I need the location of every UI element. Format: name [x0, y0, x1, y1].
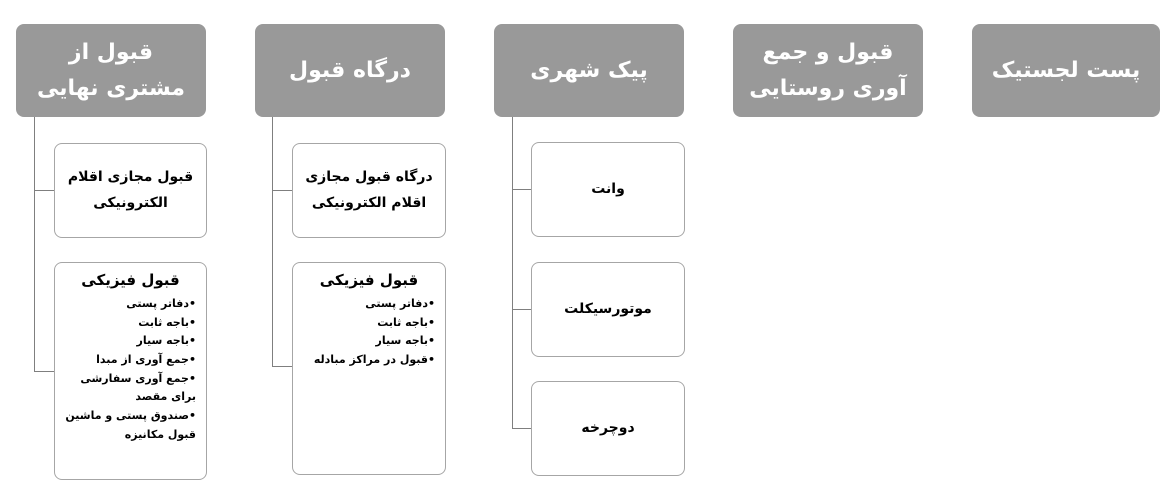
list-item: •دفاتر پستی	[126, 297, 196, 310]
connector-horizontal	[512, 428, 531, 429]
connector-horizontal	[512, 189, 531, 190]
connector-horizontal	[512, 309, 531, 310]
list-item: •جمع آوری سفارشی برای مقصد	[80, 371, 196, 404]
physical-acceptance-box	[292, 262, 446, 475]
list-item: •باجه سیار	[375, 334, 435, 348]
box-label: قبول مجازی اقلام الکترونیکی	[67, 169, 194, 211]
van-box	[531, 142, 685, 237]
connector-horizontal	[272, 366, 292, 367]
virtual-acceptance-gateway-box	[292, 143, 446, 238]
bicycle-box	[531, 381, 685, 476]
list-item: •باجه ثابت	[138, 315, 196, 329]
connector-vertical	[512, 117, 513, 428]
list-item: •صندوق پستی و ماشین قبول مکانیزه	[65, 409, 196, 441]
motorcycle-box	[531, 262, 685, 357]
header-label: درگاه قبول	[289, 57, 411, 83]
column-header-logistics-post	[972, 24, 1160, 117]
list-item: •باجه سیار	[136, 334, 196, 348]
column-header-city-courier	[494, 24, 684, 117]
list-item: •جمع آوری از مبدا	[96, 353, 196, 367]
virtual-acceptance-box	[54, 143, 207, 238]
column-header-rural-collection	[733, 24, 923, 117]
box-label: موتورسیکلت	[564, 300, 652, 317]
connector-vertical	[34, 117, 35, 372]
box-label: وانت	[591, 180, 625, 197]
list-item: •دفاتر پستی	[365, 297, 435, 310]
box-title: قبول فیزیکی	[81, 271, 180, 289]
connector-horizontal	[272, 190, 292, 191]
list-item: •باجه ثابت	[377, 315, 435, 329]
header-label: پیک شهری	[530, 57, 648, 83]
physical-acceptance-box	[54, 262, 207, 480]
header-label: پست لجستیک	[991, 57, 1141, 83]
box-label: درگاه قبول مجازی اقلام الکترونیکی	[305, 169, 433, 211]
connector-horizontal	[34, 190, 54, 191]
header-label: قبول از مشتری نهایی	[36, 40, 186, 101]
list-item: •قبول در مراکز مبادله	[313, 353, 435, 367]
header-label: قبول و جمع آوری روستایی	[749, 40, 907, 101]
connector-vertical	[272, 117, 273, 367]
column-header-customer-acceptance	[16, 24, 206, 117]
connector-horizontal	[34, 371, 54, 372]
box-title: قبول فیزیکی	[319, 271, 419, 289]
column-header-acceptance-gateway	[255, 24, 445, 117]
box-label: دوچرخه	[581, 419, 635, 436]
